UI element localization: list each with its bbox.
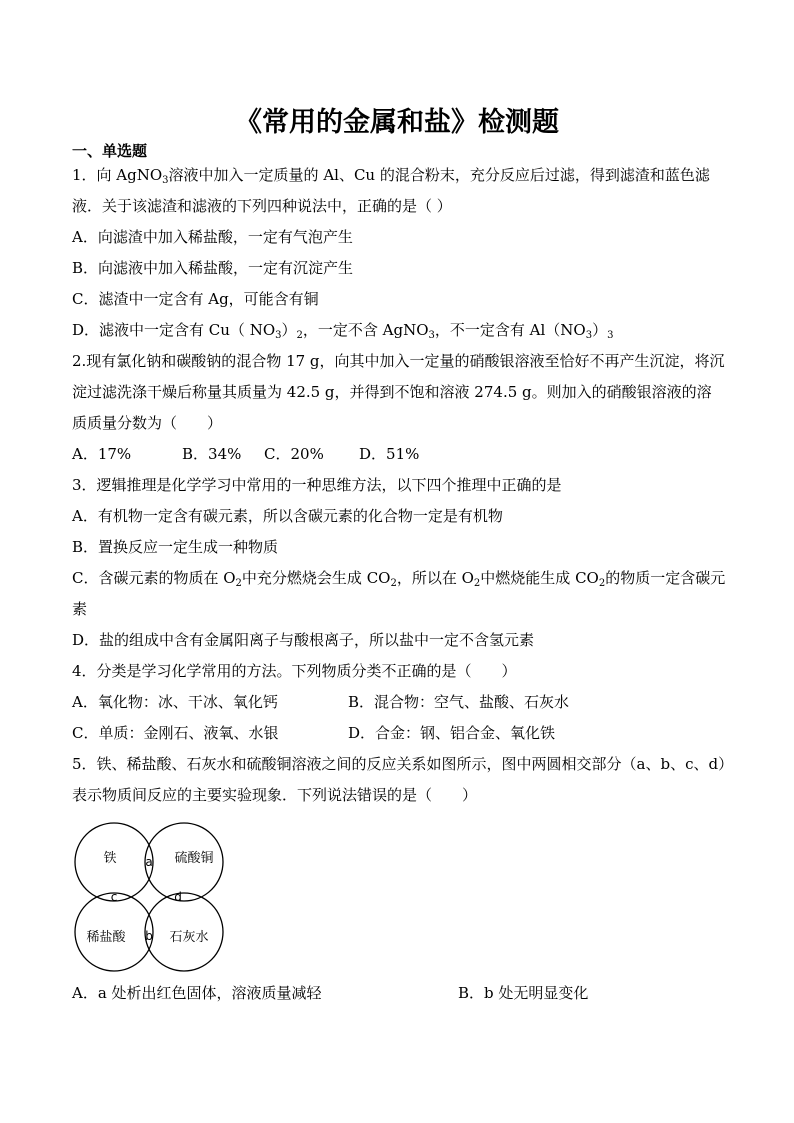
q5-option-a: A．a 处析出红色固体，溶液质量减轻: [72, 984, 322, 1002]
venn-diagram: [72, 820, 232, 980]
label-hydrochloric-acid: 稀盐酸: [86, 930, 126, 945]
label-a: a: [145, 855, 153, 869]
q5-options: [72, 982, 726, 1003]
label-iron: 铁: [103, 851, 117, 866]
page-title: 《常用的金属和盐》检测题: [235, 107, 559, 138]
q5-option-b: B．b 处无明显变化: [458, 984, 589, 1002]
q1-option-b: B．向滤液中加入稀盐酸，一定有沉淀产生: [72, 259, 354, 277]
q4-options-row1: [72, 687, 726, 718]
q1-stem: 1．向 AgNO$_3$溶液中加入一定质量的 Al、Cu 的混合粉末，充分反应后过滤，得到滤渣和蓝色滤液．关于该滤渣和滤液的下列四种说法中，正确的是（ ）: [72, 166, 710, 215]
q4-option-d: D．合金：钢、铝合金、氧化铁: [348, 724, 556, 742]
q2-stem: 2.现有氯化钠和碳酸钠的混合物 17 g，向其中加入一定量的硝酸银溶液至恰好不再产生沉淀，将沉淀过滤洗涤干燥后称量其质量为 42.5 g，并得到不饱和溶液 274.5 g。则加入的硝酸银溶液的溶质质量分数为（ ）: [72, 352, 725, 432]
q2-option-b: B．34%: [182, 445, 242, 463]
label-b: b: [145, 929, 153, 943]
q4-option-b: B．混合物：空气、盐酸、石灰水: [348, 693, 570, 711]
q4-options-row2: [72, 718, 726, 749]
q4-stem: 4．分类是学习化学常用的方法。下列物质分类不正确的是（ ）: [72, 662, 517, 680]
label-copper-sulfate: 硫酸铜: [174, 851, 214, 866]
q4-option-c: C．单质：金刚石、液氧、水银: [72, 724, 279, 742]
q5-stem: 5．铁、稀盐酸、石灰水和硫酸铜溶液之间的反应关系如图所示，图中两圆相交部分（a、b、c、d）表示物质间反应的主要实验现象．下列说法错误的是（ ）: [72, 755, 726, 804]
q3-stem: 3．逻辑推理是化学学习中常用的一种思维方法，以下四个推理中正确的是: [72, 476, 562, 494]
q2-options: [72, 439, 726, 470]
q1-option-a: A．向滤渣中加入稀盐酸，一定有气泡产生: [72, 228, 353, 246]
questions: [72, 160, 726, 811]
q3-option-d: D．盐的组成中含有金属阳离子与酸根离子，所以盐中一定不含氢元素: [72, 631, 535, 649]
q3-option-b: B．置换反应一定生成一种物质: [72, 538, 279, 556]
q1-option-d: D．滤液中一定含有 Cu（ $NO_3)_2$，一定不含 AgNO$_3$，不一定含有 $Al(NO_3)_3$: [72, 321, 614, 341]
label-d: d: [174, 890, 182, 904]
section-heading: 一、单选题: [72, 142, 148, 160]
label-c: c: [110, 890, 118, 904]
q2-option-d: D．51%: [359, 445, 420, 463]
q2-option-a: A．17%: [72, 445, 132, 463]
q4-option-a: A．氧化物：冰、干冰、氧化钙: [72, 693, 278, 711]
q3-option-c: C．含碳元素的物质在 $O_2$中充分燃烧会生成 $CO_2$，所以在 $O_2$中燃烧能生成 $CO_2$的物质一定含碳元素: [72, 569, 726, 618]
q1-option-c: C．滤渣中一定含有 Ag，可能含有铜: [72, 290, 319, 308]
q2-option-c: C．20%: [264, 445, 324, 463]
label-limewater: 石灰水: [169, 930, 209, 945]
q3-option-a: A．有机物一定含有碳元素，所以含碳元素的化合物一定是有机物: [72, 507, 503, 525]
